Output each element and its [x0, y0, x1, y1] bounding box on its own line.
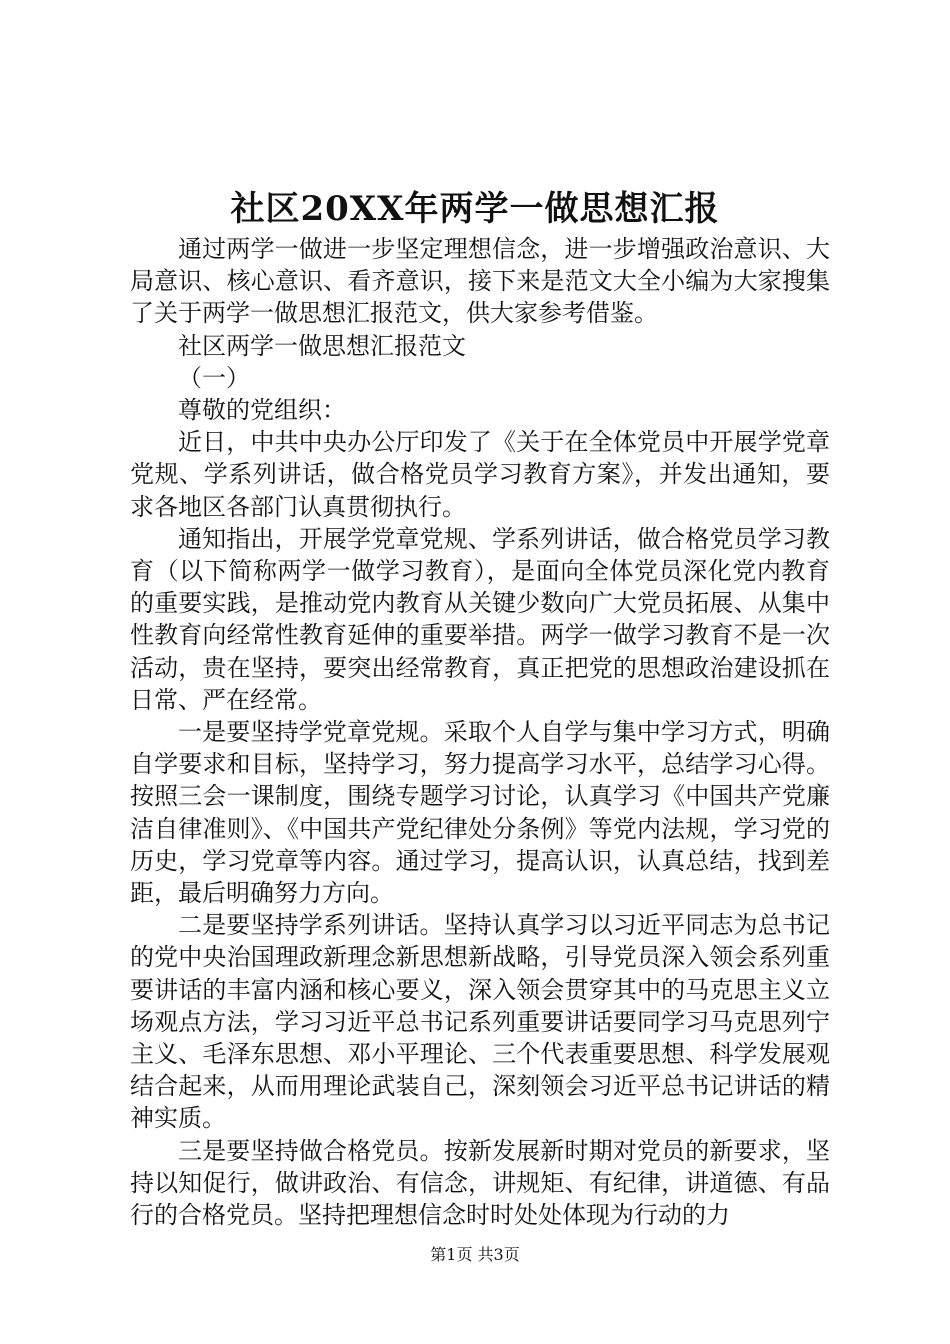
salutation: 尊敬的党组织：: [178, 396, 346, 425]
body-paragraph: 一是要坚持学党章党规。采取个人自学与集中学习方式，明确自学要求和目标，坚持学习，努力提高学习水平，总结学习心得。按照三会一课制度，围绕专题学习讨论，认真学习《中国共产党廉洁自律准则》、《中国共产党纪律处分条例》等党内法规，学习党的历史，学习党章等内容。通过学习，提高认识，认真总结，找到差距，最后明确努力方向。: [130, 718, 830, 908]
body-paragraph: 近日，中共中央办公厅印发了《关于在全体党员中开展学党章党规、学系列讲话，做合格党员学习教育方案》，并发出通知，要求各地区各部门认真贯彻执行。: [130, 428, 830, 521]
body-paragraph: 三是要坚持做合格党员。按新发展新时期对党员的新要求，坚持以知促行，做讲政治、有信念，讲规矩、有纪律，讲道德、有品行的合格党员。坚持把理想信念时时处处体现为行动的力: [130, 1136, 830, 1230]
body-paragraph: 二是要坚持学系列讲话。坚持认真学习以习近平同志为总书记的党中央治国理政新理念新思想新战略，引导党员深入领会系列重要讲话的丰富内涵和核心要义，深入领会贯穿其中的马克思主义立场观点方法，学习习近平总书记系列重要讲话要同学习马克思列宁主义、毛泽东思想、邓小平理论、三个代表重要思想、科学发展观结合起来，从而用理论武装自己，深刻领会习近平总书记讲话的精神实质。: [130, 911, 830, 1133]
section-number: （一）: [178, 363, 250, 392]
document-body: [130, 233, 830, 1231]
document-title: 社区20XX年两学一做思想汇报: [230, 189, 720, 229]
intro-paragraph: 通过两学一做进一步坚定理想信念，进一步增强政治意识、大局意识、核心意识、看齐意识，接下来是范文大全小编为大家搜集了关于两学一做思想汇报范文，供大家参考借鉴。: [130, 235, 830, 328]
body-paragraph: 通知指出，开展学党章党规、学系列讲话，做合格党员学习教育（以下简称两学一做学习教育），是面向全体党员深化党内教育的重要实践，是推动党内教育从关键少数向广大党员拓展、从集中性教育向经常性教育延伸的重要举措。两学一做学习教育不是一次活动，贵在坚持，要突出经常教育，真正把党的思想政治建设抓在日常、严在经常。: [130, 524, 830, 714]
section-heading: 社区两学一做思想汇报范文: [178, 331, 466, 360]
page-number-footer: 第1页 共3页: [430, 1245, 520, 1264]
